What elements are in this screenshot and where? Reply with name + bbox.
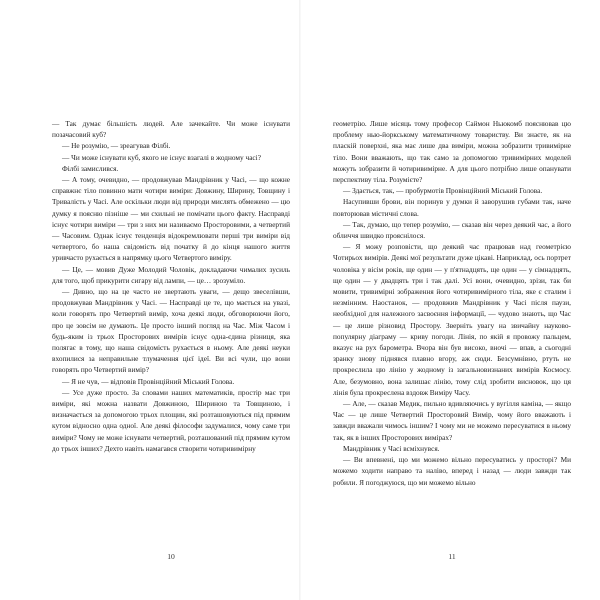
paragraph: — Але, — сказав Медик, пильно вдивляючись у вугілля каміна, — якщо Час — це лише Четвертий Просторовий Вимір, чому його вважають і завжди вважали чимось іншим? І чому ми не можемо пересуватися в ньому так, як в інших Просторових вимірах? <box>333 399 571 442</box>
paragraph: — Я можу розповісти, що деякий час працював над геометрією Чотирьох вимірів. Деякі мої результати дуже цікаві. Наприклад, ось портрет чоловіка у вісім років, ще один — у п'ятнадцять, ще один — у сімнадцять, ще один — у двадцять три і так далі. Усі вони, очевидно, зрізи, так би мовити, тривимірні зображення його чотиривимірного тіла, яке є сталим і незмінним. Наостанок, — продовжив Мандрівник у Часі після паузи, необхідної для належного засвоєння інформації, — чудово знають, що Час — це лише різновид Простору. Зверніть увагу на звичайну науково-популярну діаграму — криву погоди. Лінія, по якій я провожу пальцем, вказує на рух барометра. Вчора він був високо, вночі — впав, а сьогодні зранку знову піднявся плавно вгору, аж сюди. Безсумнівно, ртуть не прокреслила цю лінію у жодному із загальновизнаних вимірів Космосу. Але, безумовно, вона залишає лінію, тому слід зробити висновок, що ця лінія була прокреслена вздовж Виміру Часу. <box>333 242 571 397</box>
right-page-body <box>333 118 571 488</box>
paragraph: — Так, думаю, що тепер розумію, — сказав він через деякий час, а його обличчя швидко прояснілося. <box>333 219 571 241</box>
right-page <box>333 118 571 488</box>
paragraph: — Ви впевнені, що ми можемо вільно пересуватись у просторі? Ми можемо ходити направо та наліво, вперед і назад — люди завжди так робили. Я погоджуюся, що ми можемо вільно <box>333 455 571 487</box>
paragraph: — А тому, очевидно, — продовжував Мандрівник у Часі, — що кожне справжнє тіло повинно мати чотири виміри: Довжину, Ширину, Товщину і Тривалість у Часі. Але оскільки люди від природи мислять обмежено — цю думку я поясню пізніше — ми схильні не помічати цього факту. Насправді існує чотири виміри — три з них ми називаємо Просторовими, а четвертий — Часовим. Однак існує тенденція відокремлювати перші три виміри від четвертого, бо наша свідомість від початку й до кінця нашого життя уривчасто рухається в напрямку цього Четвертого виміру. <box>52 175 290 263</box>
paragraph: — Це, — мовив Дуже Молодий Чоловік, докладаючи чималих зусиль для того, щоб прикурити сигару від лампи, — це… зрозуміло. <box>52 264 290 285</box>
paragraph: — Дивно, що на це часто не звертають уваги, — дещо звеселівши, продовжував Мандрівник у Часі. — Насправді це те, що мається на увазі, коли говорять про Четвертий вимір, хоча деякі люди, обговорюючи його, про це зовсім не думають. Це просто інший погляд на Час. Між Часом і будь-яким із трьох Просторових вимірів існує одна-єдина різниця, яка полягає в тому, що наша свідомість рухається в ньому. Але деякі неуки вхопилися за неправильне тлумачення цієї ідеї. Ви всі чули, що вони говорять про Четвертий вимір? <box>52 287 290 375</box>
paragraph: Насупивши брови, він поринув у думки й заворушив губами так, наче повторював містичні слова. <box>333 197 571 218</box>
paragraph: — Чи може існувати куб, якого не існує взагалі в жодному часі? <box>62 152 261 162</box>
left-page-body <box>52 118 290 454</box>
paragraph: геометрію. Лише місяць тому професор Саймон Ньюкомб пояснював цю проблему нью-йоркському математичному товариству. Ви знаєте, як на пласкій поверхні, яка має лише два виміри, можна зобразити тривимірне тіло. Вони вважають, що так само за допомогою тривимірних моделей можуть зобразити й чотиривимірне. А для цього потрібно лише опанувати перспективу тіла. Розумієте? <box>333 119 571 185</box>
paragraph: — Здається, так, — пробурмотів Провінційний Міський Голова. <box>343 186 543 196</box>
paragraph: — Так думає більшість людей. Але зачекайте. Чи може існувати позачасовий куб? <box>52 119 290 140</box>
page-number-left: 10 <box>167 552 175 561</box>
book-gutter <box>299 0 301 600</box>
paragraph: — Я не чув, — відповів Провінційний Міський Голова. <box>62 376 235 386</box>
paragraph: — Не розумію, — зреагував Філбі. <box>62 141 171 151</box>
left-page <box>52 118 290 454</box>
paragraph: Філбі замислився. <box>62 163 119 173</box>
paragraph: Мандрівник у Часі всміхнувся. <box>343 443 440 453</box>
page-number-right: 11 <box>448 552 456 561</box>
paragraph: — Усе дуже просто. За словами наших математиків, простір має три виміри, які можна назвати Довжиною, Шириною та Товщиною, і визначається за допомогою трьох площин, які розташовуються під прямим кутом відносно одна одної. Але деякі філософи задумалися, чому саме три виміри? Чому не може існувати четвертий, розташований під прямим кутом до трьох інших? Дехто навіть намагався створити чотиривимірну <box>52 387 290 453</box>
